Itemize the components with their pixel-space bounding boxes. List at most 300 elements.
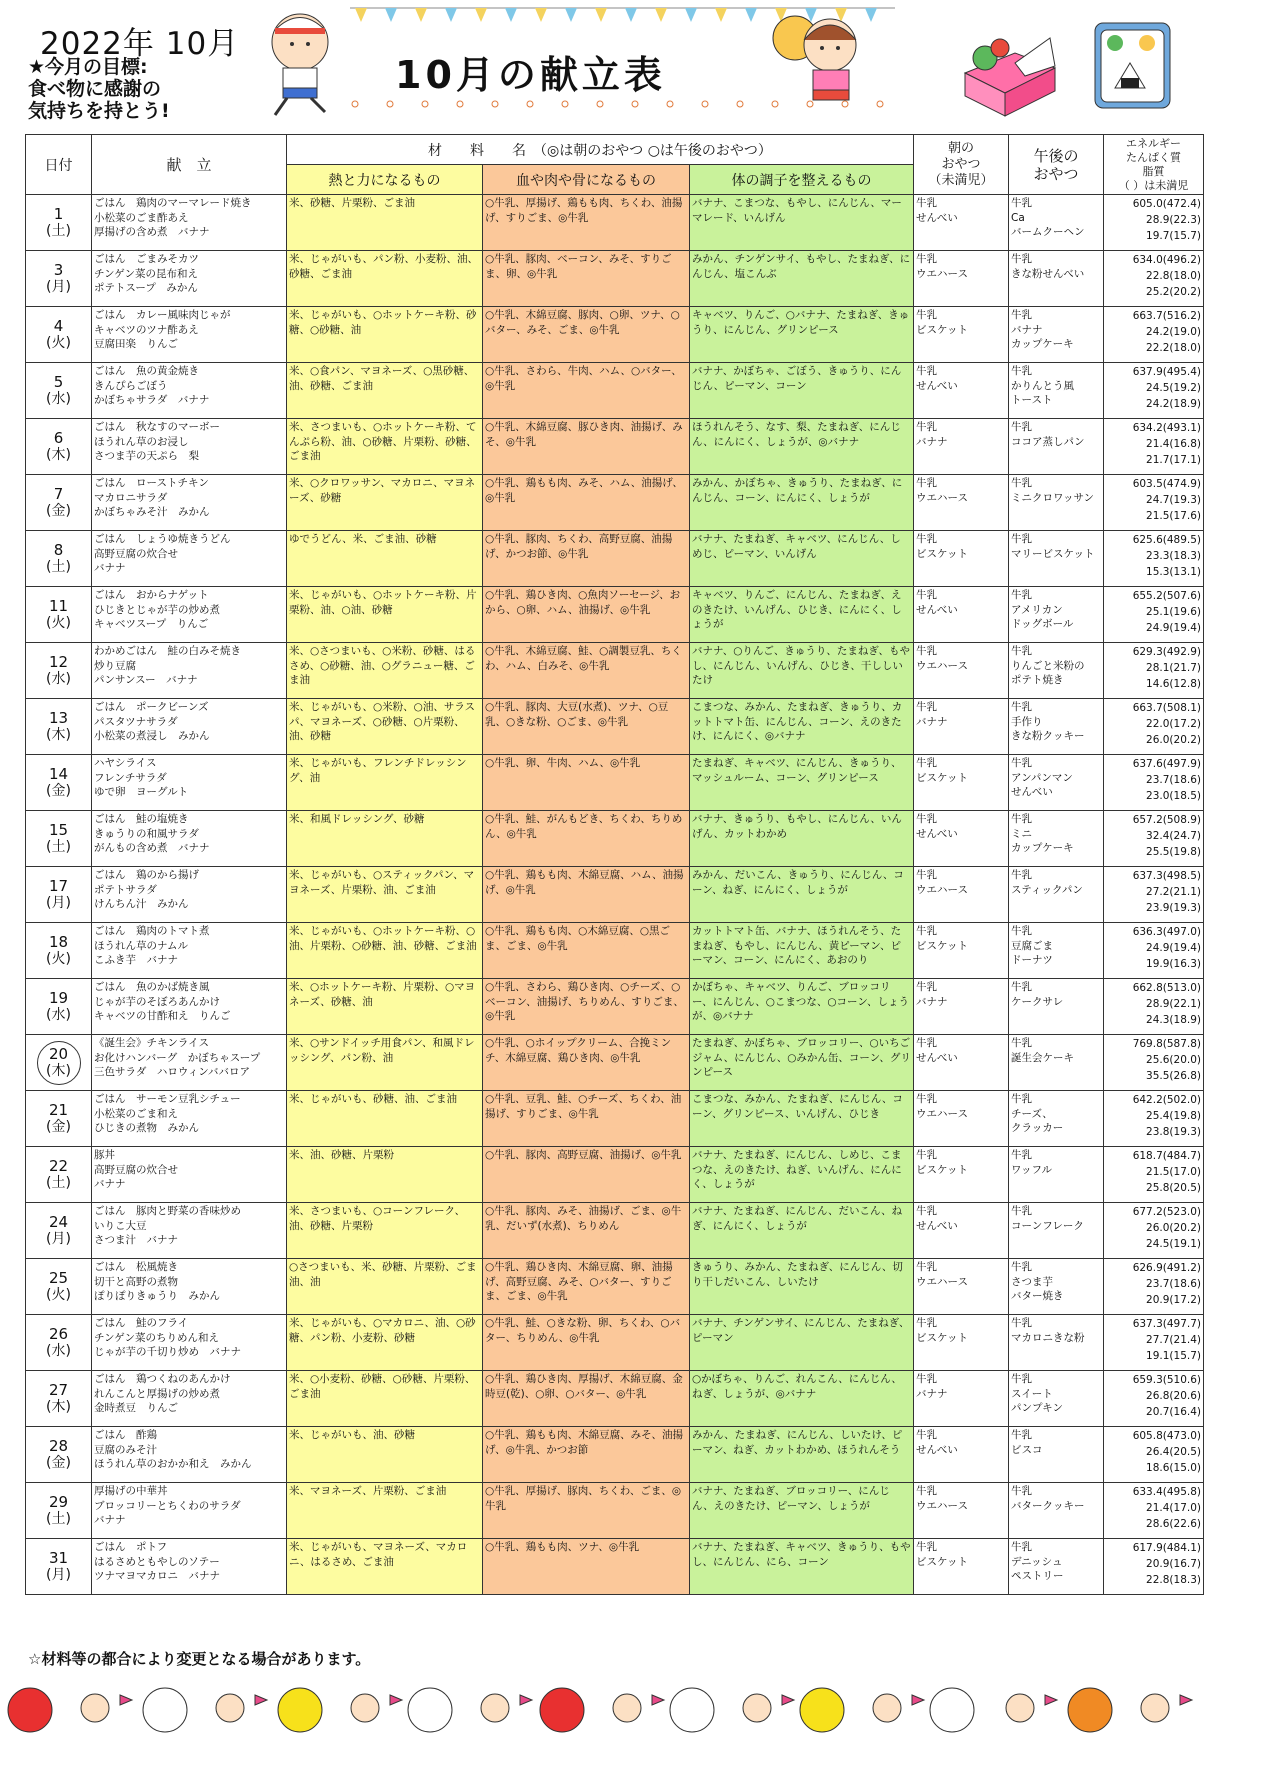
afternoon-snack [1009, 1203, 1104, 1259]
afternoon-snack-item: クラッカー [1011, 1122, 1064, 1134]
energy-cell [1104, 979, 1204, 1035]
menu-cell [92, 531, 287, 587]
menu-item: ごはん ポトフ [94, 1541, 168, 1553]
date-cell [26, 1091, 92, 1147]
heat-ingredients: 米、じゃがいも、○マカロニ、油、○砂糖、パン粉、小麦粉、砂糖 [287, 1315, 483, 1371]
afternoon-snack [1009, 251, 1104, 307]
blood-ingredients: ○牛乳、豚肉、ちくわ、高野豆腐、油揚げ、かつお節、◎牛乳 [483, 531, 690, 587]
afternoon-snack-item: 牛乳 [1011, 1541, 1032, 1553]
day-number: 28 [48, 1436, 69, 1455]
afternoon-snack-item: ビスコ [1011, 1443, 1043, 1456]
nutrition-value: 22.0(17.2) [1146, 718, 1201, 730]
nutrition-value: 633.4(495.8) [1132, 1486, 1201, 1498]
heat-ingredients: ゆでうどん、米、ごま油、砂糖 [287, 531, 483, 587]
nutrition-value: 24.9(19.4) [1146, 942, 1201, 954]
heat-ingredients: 米、じゃがいも、油、砂糖 [287, 1427, 483, 1483]
blood-ingredients: ○牛乳、豚肉、大豆(水煮)、ツナ、○豆乳、○きな粉、○ごま、◎牛乳 [483, 699, 690, 755]
afternoon-snack-item: 牛乳 [1011, 645, 1032, 657]
energy-cell [1104, 867, 1204, 923]
morning-snack [914, 1483, 1009, 1539]
morning-snack-item: 牛乳 [916, 1541, 937, 1553]
nutrition-value: 28.9(22.1) [1146, 998, 1201, 1010]
afternoon-snack-item: 牛乳 [1011, 1037, 1032, 1049]
menu-item: けんちん汁 みかん [94, 898, 189, 910]
nutrition-value: 23.8(19.3) [1146, 1126, 1201, 1138]
menu-item: かぼちゃサラダ バナナ [94, 394, 210, 406]
weekday: (水) [46, 1342, 71, 1359]
heat-ingredients: 米、和風ドレッシング、砂糖 [287, 811, 483, 867]
day-number: 3 [53, 260, 64, 279]
afternoon-snack-item: さつま芋 [1011, 1275, 1053, 1288]
menu-item: じゃが芋のそぼろあんかけ [94, 995, 220, 1008]
menu-item: ごはん 秋なすのマーボー [94, 421, 220, 433]
table-row [26, 363, 1204, 419]
blood-ingredients: ○牛乳、豚肉、みそ、油揚げ、ごま、◎牛乳、だいず(水煮)、ちりめん [483, 1203, 690, 1259]
weekday: (木) [46, 1062, 71, 1079]
afternoon-snack-item: 牛乳 [1011, 1261, 1032, 1273]
blood-ingredients: ○牛乳、鶏もも肉、木綿豆腐、みそ、油揚げ、◎牛乳、かつお節 [483, 1427, 690, 1483]
body-ingredients: こまつな、みかん、たまねぎ、にんじん、コーン、グリンピース、いんげん、ひじき [690, 1091, 914, 1147]
nutrition-value: 23.0(18.5) [1146, 790, 1201, 802]
afternoon-snack-item: りんごと米粉の [1011, 659, 1085, 672]
menu-item: ごはん サーモン豆乳シチュー [94, 1093, 241, 1105]
menu-item: ひじきの煮物 みかん [94, 1122, 199, 1134]
onigiri-box-icon [1095, 23, 1170, 108]
afternoon-snack-item: バナナ [1011, 323, 1043, 336]
heat-ingredients: 米、じゃがいも、マヨネーズ、マカロニ、はるさめ、ごま油 [287, 1539, 483, 1595]
header-menu: 献 立 [92, 135, 287, 195]
morning-snack-item: 牛乳 [916, 477, 937, 489]
day-number: 29 [48, 1492, 69, 1511]
afternoon-snack-item: ドッグボール [1011, 618, 1074, 630]
table-row [26, 1035, 1204, 1091]
menu-cell [92, 307, 287, 363]
afternoon-snack-item: 牛乳 [1011, 1093, 1032, 1105]
nutrition-value: 663.7(516.2) [1132, 310, 1201, 322]
menu-item: ごはん カレー風味肉じゃが [94, 309, 231, 321]
nutrition-value: 24.3(18.9) [1146, 1014, 1201, 1026]
heat-ingredients: 米、マヨネーズ、片栗粉、ごま油 [287, 1483, 483, 1539]
menu-item: ごはん 鶏肉のマーマレード焼き [94, 197, 252, 209]
menu-item: きゅうりの和風サラダ [94, 827, 199, 840]
morning-snack-item: ビスケット [916, 1331, 968, 1344]
energy-cell [1104, 1203, 1204, 1259]
morning-snack-item: 牛乳 [916, 1261, 937, 1273]
menu-cell [92, 251, 287, 307]
date-cell [26, 699, 92, 755]
menu-item: 小松菜のごま和え [94, 1107, 178, 1120]
morning-snack-item: ウエハース [916, 1499, 968, 1512]
nutrition-value: 19.9(16.3) [1146, 958, 1201, 970]
nutrition-value: 618.7(484.7) [1132, 1150, 1201, 1162]
body-ingredients: バナナ、○りんご、きゅうり、たまねぎ、もやし、にんじん、いんげん、ひじき、干ししいたけ [690, 643, 914, 699]
header-ingredients: 材 料 名 （◎は朝のおやつ ○は午後のおやつ） [287, 135, 914, 165]
heat-ingredients: 米、じゃがいも、パン粉、小麦粉、油、砂糖、ごま油 [287, 251, 483, 307]
menu-item: チンゲン菜のちりめん和え [94, 1331, 220, 1344]
menu-cell [92, 1091, 287, 1147]
morning-snack-item: 牛乳 [916, 757, 937, 769]
nutrition-value: 637.3(497.7) [1132, 1318, 1201, 1330]
afternoon-snack [1009, 1035, 1104, 1091]
heat-ingredients: 米、さつまいも、○ホットケーキ粉、てんぷら粉、油、○砂糖、片栗粉、砂糖、ごま油 [287, 419, 483, 475]
weekday: (火) [46, 950, 71, 967]
heat-ingredients: 米、じゃがいも、○米粉、○油、サラスパ、マヨネーズ、○砂糖、○片栗粉、油、砂糖 [287, 699, 483, 755]
afternoon-snack-item: ドーナツ [1011, 954, 1053, 966]
nutrition-value: 24.2(18.9) [1146, 398, 1201, 410]
body-ingredients: かぼちゃ、キャベツ、りんご、ブロッコリー、にんじん、○こまつな、○コーン、しょうが、◎バナナ [690, 979, 914, 1035]
morning-snack [914, 811, 1009, 867]
heat-ingredients: 米、○ホットケーキ粉、片栗粉、○マヨネーズ、砂糖、油 [287, 979, 483, 1035]
afternoon-snack [1009, 195, 1104, 251]
nutrition-value: 24.5(19.2) [1146, 382, 1201, 394]
afternoon-snack [1009, 419, 1104, 475]
morning-snack-item: バナナ [916, 435, 948, 448]
menu-item: 厚揚げの含め煮 バナナ [94, 226, 210, 238]
morning-snack-item: バナナ [916, 1387, 948, 1400]
morning-snack-item: 牛乳 [916, 869, 937, 881]
nutrition-value: 642.2(502.0) [1132, 1094, 1201, 1106]
afternoon-snack-item: 牛乳 [1011, 1373, 1032, 1385]
nutrition-value: 24.2(19.0) [1146, 326, 1201, 338]
morning-snack-item: 牛乳 [916, 981, 937, 993]
table-row [26, 1483, 1204, 1539]
morning-snack [914, 251, 1009, 307]
nutrition-value: 637.3(498.5) [1132, 870, 1201, 882]
heat-ingredients: 米、じゃがいも、○ホットケーキ粉、砂糖、○砂糖、油 [287, 307, 483, 363]
day-number: 21 [48, 1100, 69, 1119]
menu-cell [92, 587, 287, 643]
menu-item: ごはん 鮭のフライ [94, 1317, 189, 1329]
table-row [26, 531, 1204, 587]
blood-ingredients: ○牛乳、さわら、鶏ひき肉、○チーズ、○ベーコン、油揚げ、ちりめん、すりごま、◎牛乳 [483, 979, 690, 1035]
bento-illustration [955, 8, 1185, 123]
blood-ingredients: ○牛乳、○ホイップクリーム、合挽ミンチ、木綿豆腐、鶏ひき肉、◎牛乳 [483, 1035, 690, 1091]
afternoon-snack-item: ココア蒸しパン [1011, 435, 1085, 448]
morning-snack-item: ウエハース [916, 491, 968, 504]
menu-item: かぼちゃみそ汁 みかん [94, 506, 210, 518]
menu-item: こふき芋 バナナ [94, 954, 178, 966]
header-afternoon-snack: 午後の おやつ [1009, 135, 1104, 195]
afternoon-snack-item: ミニクロワッサン [1011, 491, 1094, 504]
energy-cell [1104, 1371, 1204, 1427]
menu-item: 豆腐田楽 りんご [94, 338, 178, 350]
menu-item: お化けハンバーグ かぼちゃスープ [94, 1051, 261, 1064]
dotted-line [352, 101, 883, 107]
morning-snack-item: せんべい [916, 1219, 958, 1232]
energy-cell [1104, 699, 1204, 755]
blood-ingredients: ○牛乳、厚揚げ、鶏もも肉、ちくわ、油揚げ、すりごま、◎牛乳 [483, 195, 690, 251]
energy-cell [1104, 475, 1204, 531]
energy-cell [1104, 1315, 1204, 1371]
nutrition-value: 25.1(19.6) [1146, 606, 1201, 618]
nutrition-value: 21.5(17.6) [1146, 510, 1201, 522]
afternoon-snack-item: トースト [1011, 394, 1053, 406]
morning-snack [914, 1203, 1009, 1259]
table-row [26, 251, 1204, 307]
weekday: (火) [46, 1286, 71, 1303]
morning-snack-item: 牛乳 [916, 1149, 937, 1161]
menu-item: 炒り豆腐 [94, 659, 136, 672]
date-cell [26, 363, 92, 419]
morning-snack-item: せんべい [916, 1443, 958, 1456]
weekday: (月) [46, 1566, 71, 1583]
table-row [26, 1427, 1204, 1483]
morning-snack-item: ビスケット [916, 1163, 968, 1176]
menu-item: フレンチサラダ [94, 771, 167, 784]
menu-item: 高野豆腐の炊合せ [94, 1163, 178, 1176]
header-energy: エネルギー たんぱく質 脂質 （ ）は未満児 [1104, 135, 1204, 195]
nutrition-value: 21.7(17.1) [1146, 454, 1201, 466]
nutrition-value: 657.2(508.9) [1132, 814, 1201, 826]
day-number: 7 [53, 484, 64, 503]
morning-snack-item: 牛乳 [916, 645, 937, 657]
afternoon-snack-item: きな粉クッキー [1011, 730, 1085, 742]
day-number: 15 [48, 820, 69, 839]
menu-item: マカロニサラダ [94, 491, 168, 504]
body-ingredients: たまねぎ、キャベツ、にんじん、きゅうり、マッシュルーム、コーン、グリンピース [690, 755, 914, 811]
afternoon-snack [1009, 1371, 1104, 1427]
heat-ingredients: 米、○クロワッサン、マカロニ、マヨネーズ、砂糖 [287, 475, 483, 531]
morning-snack-item: ウエハース [916, 1275, 968, 1288]
morning-snack-item: 牛乳 [916, 1037, 937, 1049]
date-cell [26, 587, 92, 643]
morning-snack-item: 牛乳 [916, 533, 937, 545]
morning-snack-item: 牛乳 [916, 1373, 937, 1385]
body-ingredients: バナナ、チンゲンサイ、にんじん、たまねぎ、ピーマン [690, 1315, 914, 1371]
morning-snack-item: せんべい [916, 1051, 958, 1064]
nutrition-value: 25.6(20.0) [1146, 1054, 1201, 1066]
date-cell [26, 1259, 92, 1315]
day-number: 20 [48, 1044, 69, 1063]
afternoon-snack-item: マリービスケット [1011, 547, 1095, 560]
afternoon-snack-item: 誕生会ケーキ [1011, 1051, 1074, 1064]
date-cell [26, 979, 92, 1035]
date-cell [26, 1483, 92, 1539]
afternoon-snack [1009, 587, 1104, 643]
menu-item: ごはん 魚のかば焼き風 [94, 981, 210, 993]
date-cell [26, 1147, 92, 1203]
afternoon-snack [1009, 1091, 1104, 1147]
menu-item: ごはん 豚肉と野菜の香味炒め [94, 1205, 241, 1217]
nutrition-value: 18.6(15.0) [1146, 1462, 1201, 1474]
day-number: 26 [48, 1324, 69, 1343]
afternoon-snack [1009, 1539, 1104, 1595]
morning-snack [914, 643, 1009, 699]
menu-cell [92, 979, 287, 1035]
afternoon-snack-item: バター焼き [1011, 1290, 1064, 1302]
day-number: 4 [53, 316, 64, 335]
weekday: (水) [46, 1006, 71, 1023]
energy-cell [1104, 755, 1204, 811]
menu-cell [92, 475, 287, 531]
date-cell [26, 195, 92, 251]
afternoon-snack-item: コーンフレーク [1011, 1219, 1084, 1232]
morning-snack-item: ビスケット [916, 547, 968, 560]
energy-cell [1104, 195, 1204, 251]
morning-snack-item: バナナ [916, 715, 948, 728]
nutrition-value: 26.4(20.5) [1146, 1446, 1201, 1458]
table-row [26, 1539, 1204, 1595]
afternoon-snack-item: 牛乳 [1011, 1149, 1032, 1161]
menu-item: キャベツの甘酢和え りんご [94, 1010, 231, 1022]
menu-cell [92, 699, 287, 755]
energy-cell [1104, 363, 1204, 419]
afternoon-snack-item: パンプキン [1011, 1402, 1063, 1414]
date-cell [26, 867, 92, 923]
morning-snack-item: バナナ [916, 995, 948, 1008]
energy-cell [1104, 811, 1204, 867]
date-cell [26, 811, 92, 867]
table-row [26, 307, 1204, 363]
date-cell [26, 1035, 92, 1091]
morning-snack [914, 699, 1009, 755]
lunchbox-icon [965, 38, 1055, 116]
blood-ingredients: ○牛乳、鶏もも肉、みそ、ハム、油揚げ、◎牛乳 [483, 475, 690, 531]
weekday: (木) [46, 1398, 71, 1415]
nutrition-value: 24.5(19.1) [1146, 1238, 1201, 1250]
afternoon-snack [1009, 811, 1104, 867]
day-number: 6 [53, 428, 64, 447]
afternoon-snack-item: 牛乳 [1011, 477, 1032, 489]
morning-snack-item: ウエハース [916, 883, 968, 896]
menu-item: ごはん 鶏肉のトマト煮 [94, 925, 210, 937]
afternoon-snack-item: デニッシュ [1011, 1555, 1063, 1568]
blood-ingredients: ○牛乳、鶏もも肉、○木綿豆腐、○黒ごま、ごま、◎牛乳 [483, 923, 690, 979]
afternoon-snack [1009, 1483, 1104, 1539]
nutrition-value: 21.4(16.8) [1146, 438, 1201, 450]
energy-cell [1104, 1483, 1204, 1539]
afternoon-snack [1009, 475, 1104, 531]
nutrition-value: 20.7(16.4) [1146, 1406, 1201, 1418]
menu-item: ごはん 鶏つくねのあんかけ [94, 1373, 231, 1385]
menu-item: ごはん ポークビーンズ [94, 701, 209, 713]
menu-cell [92, 1539, 287, 1595]
energy-cell [1104, 643, 1204, 699]
date-cell [26, 1315, 92, 1371]
table-row [26, 811, 1204, 867]
menu-item: はるさめともやしのソテー [94, 1555, 220, 1568]
blood-ingredients: ○牛乳、鮭、がんもどき、ちくわ、ちりめん、◎牛乳 [483, 811, 690, 867]
date-cell [26, 923, 92, 979]
afternoon-snack-item: せんべい [1011, 786, 1053, 798]
energy-cell [1104, 1259, 1204, 1315]
table-row [26, 1147, 1204, 1203]
nutrition-value: 634.0(496.2) [1132, 254, 1201, 266]
menu-table [25, 134, 1204, 1595]
morning-snack-item: ビスケット [916, 1555, 968, 1568]
weekday: (土) [46, 838, 71, 855]
menu-item: ポテトスープ みかん [94, 282, 198, 294]
morning-snack-item: せんべい [916, 379, 958, 392]
nutrition-value: 26.0(20.2) [1146, 1222, 1201, 1234]
body-ingredients: ほうれんそう、なす、梨、たまねぎ、にんじん、にんにく、しょうが、◎バナナ [690, 419, 914, 475]
nutrition-value: 35.5(26.8) [1146, 1070, 1201, 1082]
menu-item: さつま芋の天ぷら 梨 [94, 450, 199, 462]
energy-cell [1104, 419, 1204, 475]
heat-ingredients: 米、さつまいも、○コーンフレーク、油、砂糖、片栗粉 [287, 1203, 483, 1259]
table-row [26, 923, 1204, 979]
menu-item: ブロッコリーとちくわのサラダ [94, 1499, 241, 1512]
day-number: 17 [48, 876, 69, 895]
afternoon-snack-item: 牛乳 [1011, 589, 1032, 601]
menu-cell [92, 811, 287, 867]
menu-item: ごはん しょうゆ焼きうどん [94, 533, 231, 545]
weekday: (火) [46, 614, 71, 631]
afternoon-snack-item: 牛乳 [1011, 925, 1032, 937]
morning-snack [914, 419, 1009, 475]
heat-ingredients: 米、じゃがいも、○ホットケーキ粉、片栗粉、油、○油、砂糖 [287, 587, 483, 643]
menu-item: 金時煮豆 りんご [94, 1402, 178, 1414]
menu-item: いりこ大豆 [94, 1219, 147, 1232]
year-month: 2022年 10月 [40, 26, 240, 62]
afternoon-snack-item: 牛乳 [1011, 757, 1032, 769]
menu-cell [92, 643, 287, 699]
menu-item: ポテトサラダ [94, 883, 157, 896]
morning-snack-item: ウエハース [916, 659, 968, 672]
header-blood: 血や肉や骨になるもの [483, 165, 690, 195]
nutrition-value: 28.9(22.3) [1146, 214, 1201, 226]
blood-ingredients: ○牛乳、鮭、○きな粉、卵、ちくわ、○バター、ちりめん、◎牛乳 [483, 1315, 690, 1371]
heat-ingredients: 米、油、砂糖、片栗粉 [287, 1147, 483, 1203]
morning-snack [914, 1539, 1009, 1595]
nutrition-value: 22.2(18.0) [1146, 342, 1201, 354]
nutrition-value: 21.5(17.0) [1146, 1166, 1201, 1178]
goal-line: 食べ物に感謝の [28, 78, 162, 100]
table-row [26, 979, 1204, 1035]
afternoon-snack-item: 豆腐ごま [1011, 939, 1053, 952]
morning-snack-item: 牛乳 [916, 813, 937, 825]
morning-snack [914, 195, 1009, 251]
heat-ingredients: 米、○小麦粉、砂糖、○砂糖、片栗粉、ごま油 [287, 1371, 483, 1427]
afternoon-snack-item: 牛乳 [1011, 1205, 1032, 1217]
afternoon-snack-item: 手作り [1011, 715, 1043, 728]
nutrition-value: 629.3(492.9) [1132, 646, 1201, 658]
afternoon-snack-item: 牛乳 [1011, 421, 1032, 433]
menu-cell [92, 1315, 287, 1371]
day-number: 11 [48, 596, 69, 615]
body-ingredients: ○かぼちゃ、りんご、れんこん、にんじん、ねぎ、しょうが、◎バナナ [690, 1371, 914, 1427]
table-row [26, 699, 1204, 755]
body-ingredients: みかん、だいこん、きゅうり、にんじん、コーン、ねぎ、にんにく、しょうが [690, 867, 914, 923]
afternoon-snack-item: アンパンマン [1011, 771, 1073, 784]
weekday: (金) [46, 1118, 71, 1135]
body-ingredients: バナナ、たまねぎ、キャベツ、きゅうり、もやし、にんじん、にら、コーン [690, 1539, 914, 1595]
day-number: 27 [48, 1380, 69, 1399]
nutrition-value: 28.1(21.7) [1146, 662, 1201, 674]
nutrition-value: 22.8(18.3) [1146, 1574, 1201, 1586]
afternoon-snack-item: 牛乳 [1011, 1485, 1032, 1497]
nutrition-value: 617.9(484.1) [1132, 1542, 1201, 1554]
heat-ingredients: 米、○食パン、マヨネーズ、○黒砂糖、油、砂糖、ごま油 [287, 363, 483, 419]
menu-item: さつま汁 バナナ [94, 1234, 178, 1246]
blood-ingredients: ○牛乳、鶏もも肉、木綿豆腐、ハム、油揚げ、◎牛乳 [483, 867, 690, 923]
morning-snack-item: 牛乳 [916, 589, 937, 601]
nutrition-value: 27.2(21.1) [1146, 886, 1201, 898]
nutrition-value: 20.9(16.7) [1146, 1558, 1201, 1570]
morning-snack [914, 1091, 1009, 1147]
afternoon-snack-item: ワッフル [1011, 1163, 1053, 1176]
menu-item: ゆで卵 ヨーグルト [94, 786, 189, 798]
blood-ingredients: ○牛乳、鶏ひき肉、厚揚げ、木綿豆腐、金時豆(乾)、○卵、○バター、◎牛乳 [483, 1371, 690, 1427]
body-ingredients: たまねぎ、かぼちゃ、ブロッコリー、○いちごジャム、にんじん、○みかん缶、コーン、グリンピース [690, 1035, 914, 1091]
afternoon-snack-item: チーズ、 [1011, 1107, 1053, 1120]
morning-snack-item: ウエハース [916, 1107, 968, 1120]
blood-ingredients: ○牛乳、豚肉、高野豆腐、油揚げ、◎牛乳 [483, 1147, 690, 1203]
nutrition-value: 26.0(20.2) [1146, 734, 1201, 746]
morning-snack-item: 牛乳 [916, 1485, 937, 1497]
morning-snack [914, 475, 1009, 531]
body-ingredients: バナナ、たまねぎ、にんじん、だいこん、ねぎ、にんにく、しょうが [690, 1203, 914, 1259]
